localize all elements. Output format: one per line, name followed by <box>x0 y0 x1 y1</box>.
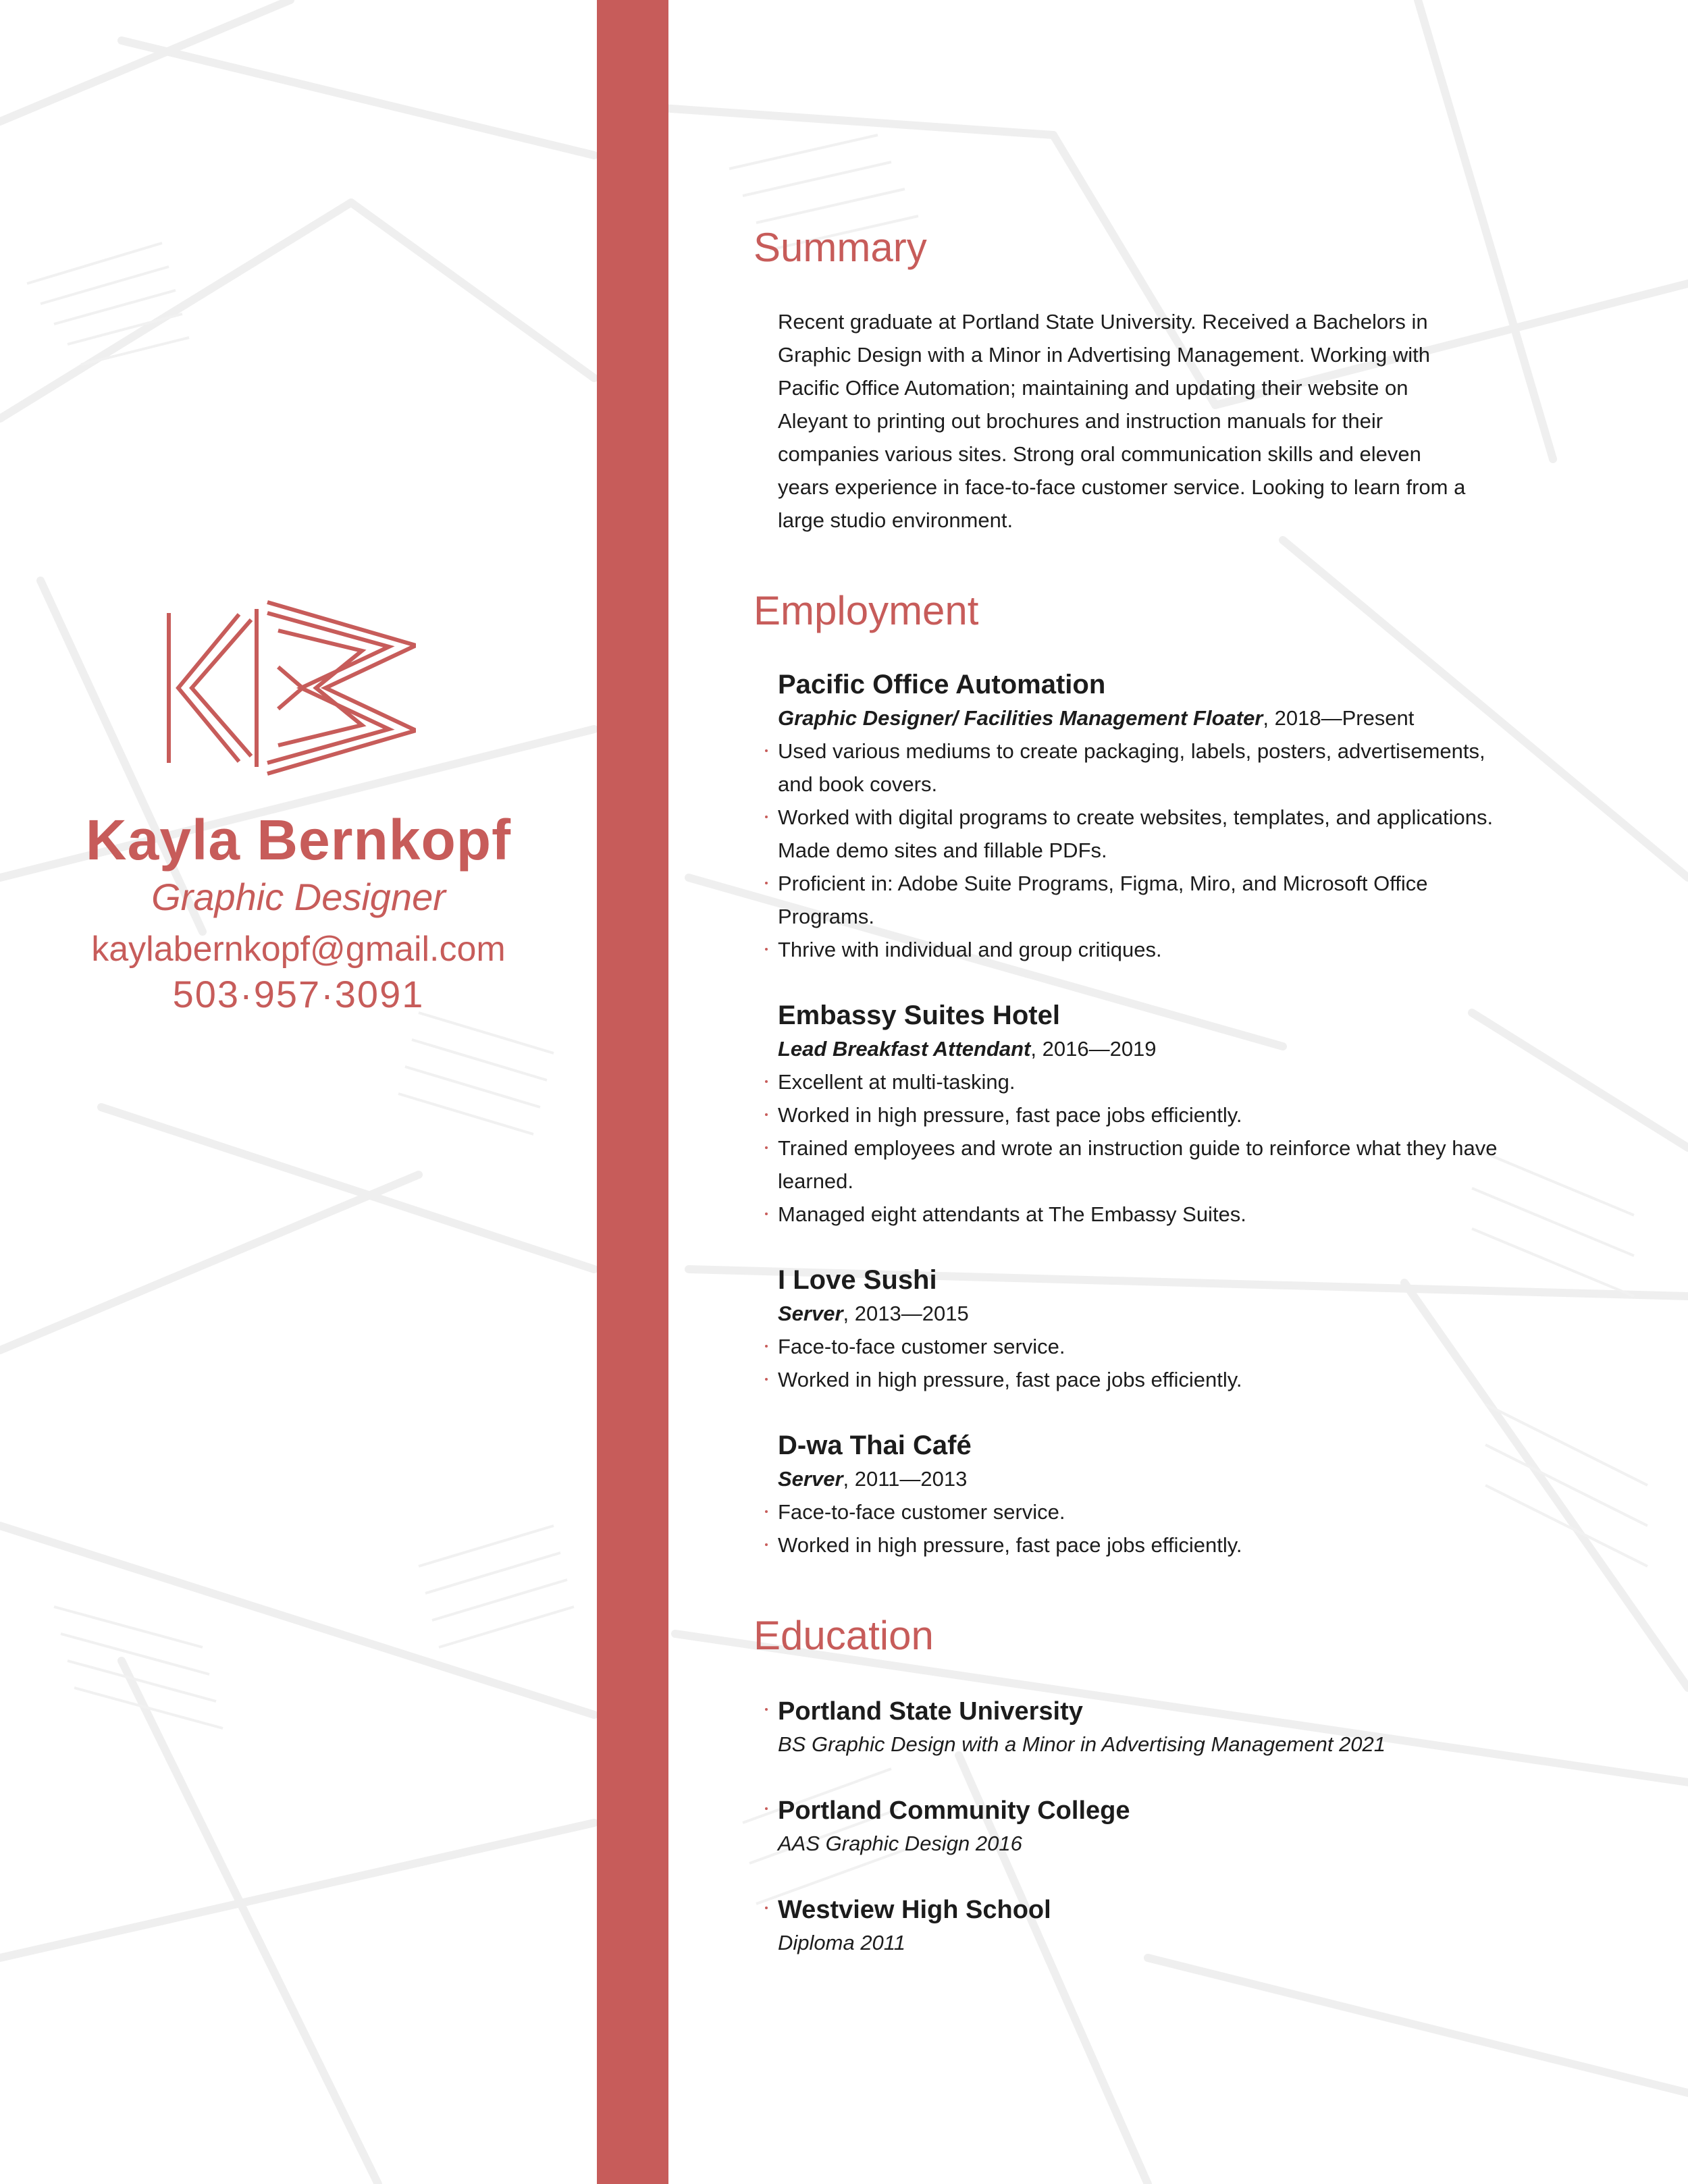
job-bullet: Worked in high pressure, fast pace jobs efficiently. <box>778 1528 1507 1562</box>
summary-text: Recent graduate at Portland State University. Received a Bachelors in Graphic Design with a Minor in Advertising Management. Working with Pacific Office Automation; maintaining and updating their website on Aleyant to printing out brochures and instruction manuals for their companies various sites. Strong oral communication skills and eleven years experience in face-to-face customer service. Looking to learn from a large studio environment. <box>778 310 1466 532</box>
main-content <box>668 0 1688 2184</box>
job-bullet: Used various mediums to create packaging, labels, posters, advertisements, and book covers. <box>778 735 1507 801</box>
job-bullet: Managed eight attendants at The Embassy Suites. <box>778 1198 1507 1231</box>
job-bullet: Worked in high pressure, fast pace jobs efficiently. <box>778 1098 1507 1131</box>
job-position: Lead Breakfast Attendant <box>778 1037 1031 1061</box>
job-role <box>778 1033 1507 1065</box>
job-dates: , 2018—Present <box>1263 706 1415 730</box>
job-bullet: Thrive with individual and group critiques. <box>778 933 1507 966</box>
summary-heading: Summary <box>754 225 927 270</box>
job-company: D-wa Thai Café <box>778 1431 972 1460</box>
job-bullet: Face-to-face customer service. <box>778 1330 1507 1363</box>
job-bullet: Excellent at multi-tasking. <box>778 1065 1507 1098</box>
education-detail: AAS Graphic Design 2016 <box>778 1832 1022 1855</box>
education-entry <box>778 1893 1521 1959</box>
job-company: I Love Sushi <box>778 1265 937 1295</box>
profile-phone[interactable]: 503·957·3091 <box>172 973 425 1015</box>
job-dates: , 2013—2015 <box>843 1302 969 1325</box>
sidebar <box>0 0 597 2184</box>
job-entry <box>778 667 1507 966</box>
kb-monogram-logo-icon <box>159 600 416 776</box>
job-position: Server <box>778 1467 843 1491</box>
profile-name: Kayla Bernkopf <box>85 808 512 872</box>
job-company: Pacific Office Automation <box>778 670 1106 699</box>
job-entry <box>778 998 1507 1231</box>
education-school: Westview High School <box>778 1893 1521 1927</box>
job-role <box>778 1298 1507 1330</box>
accent-stripe <box>597 0 668 2184</box>
job-bullet: Face-to-face customer service. <box>778 1495 1507 1528</box>
job-company: Embassy Suites Hotel <box>778 1001 1060 1030</box>
job-bullet: Worked with digital programs to create websites, templates, and applications. Made demo sites and fillable PDFs. <box>778 801 1507 867</box>
education-entry <box>778 1695 1521 1761</box>
job-position: Server <box>778 1302 843 1325</box>
education-detail: BS Graphic Design with a Minor in Advertising Management 2021 <box>778 1732 1386 1756</box>
profile-role: Graphic Designer <box>151 876 446 918</box>
job-entry <box>778 1262 1507 1396</box>
education-heading: Education <box>754 1613 934 1658</box>
job-dates: , 2011—2013 <box>843 1467 968 1491</box>
job-position: Graphic Designer/ Facilities Management Floater <box>778 706 1263 730</box>
job-role <box>778 702 1507 735</box>
job-bullet: Worked in high pressure, fast pace jobs efficiently. <box>778 1363 1507 1396</box>
education-entry <box>778 1794 1521 1860</box>
education-detail: Diploma 2011 <box>778 1931 905 1954</box>
education-school: Portland Community College <box>778 1794 1521 1828</box>
job-bullet: Proficient in: Adobe Suite Programs, Figma, Miro, and Microsoft Office Programs. <box>778 867 1507 933</box>
job-role <box>778 1463 1507 1495</box>
job-entry <box>778 1428 1507 1562</box>
employment-heading: Employment <box>754 588 979 633</box>
job-dates: , 2016—2019 <box>1030 1037 1157 1061</box>
job-bullet: Trained employees and wrote an instruction guide to reinforce what they have learned. <box>778 1131 1507 1198</box>
profile-email[interactable]: kaylabernkopf@gmail.com <box>91 930 506 969</box>
education-school: Portland State University <box>778 1695 1521 1728</box>
